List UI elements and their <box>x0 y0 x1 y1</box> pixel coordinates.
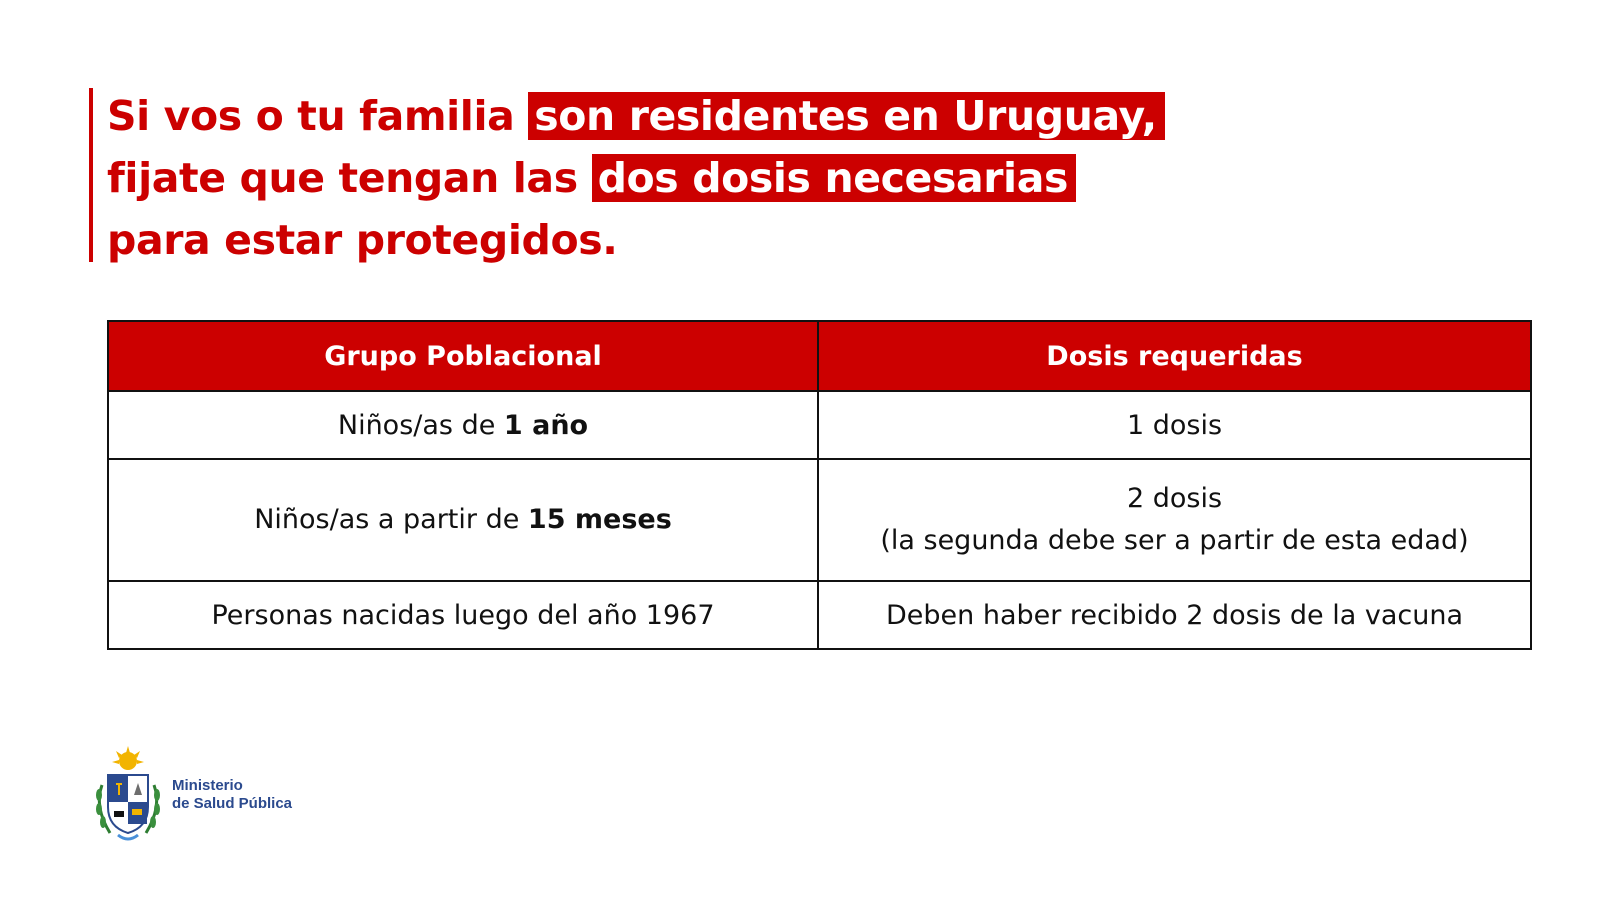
table-header-row <box>108 321 1531 391</box>
group-text: Niños/as de <box>337 409 496 441</box>
headline-line-2-highlight: dos dosis necesarias <box>592 154 1076 202</box>
table-row <box>108 459 1531 581</box>
table-row <box>108 581 1531 649</box>
headline <box>107 88 1165 274</box>
headline-line-1 <box>107 88 1165 150</box>
group-text: Personas nacidas luego del año 1967 <box>211 599 715 631</box>
group-text: Niños/as a partir de <box>254 504 520 535</box>
headline-line-1-highlight: son residentes en Uruguay, <box>528 92 1165 140</box>
doses-cell <box>818 459 1531 581</box>
headline-block <box>89 88 1165 262</box>
ministry-name <box>172 777 292 813</box>
doses-cell <box>818 581 1531 649</box>
ministry-line-2: de Salud Pública <box>172 795 293 812</box>
header-dosis-requeridas: Dosis requeridas <box>818 321 1531 391</box>
headline-line-2-plain: fijate que tengan las <box>107 154 578 202</box>
group-bold-text: 15 meses <box>527 504 672 535</box>
group-cell <box>108 391 818 459</box>
header-grupo-poblacional: Grupo Poblacional <box>108 321 818 391</box>
group-bold-text: 1 año <box>503 409 589 441</box>
doses-text: Deben haber recibido 2 dosis de la vacuna <box>885 599 1464 631</box>
doses-cell <box>818 391 1531 459</box>
ministry-logo <box>90 745 292 845</box>
headline-line-3-plain: para estar protegidos. <box>107 216 618 264</box>
dose-table <box>107 320 1532 650</box>
headline-line-3 <box>107 212 1165 274</box>
doses-text: 2 dosis <box>1126 483 1223 514</box>
coat-of-arms-icon <box>90 745 166 845</box>
headline-line-1-plain: Si vos o tu familia <box>107 92 515 140</box>
group-cell <box>108 581 818 649</box>
group-cell <box>108 459 818 581</box>
doses-text: 1 dosis <box>1126 409 1223 441</box>
headline-line-2 <box>107 150 1165 212</box>
doses-note: (la segunda debe ser a partir de esta edad) <box>880 525 1469 556</box>
table-row <box>108 391 1531 459</box>
ministry-line-1: Ministerio <box>172 777 243 794</box>
